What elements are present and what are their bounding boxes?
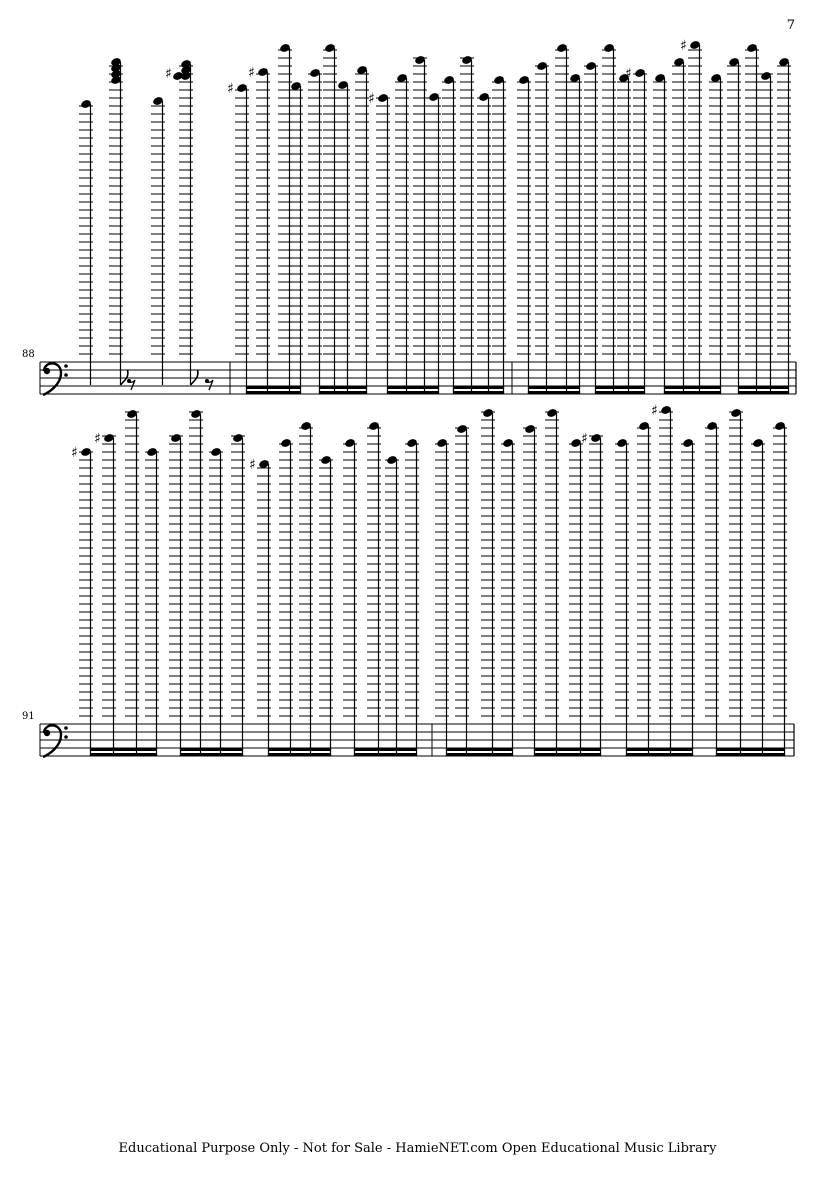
beam: [446, 753, 513, 756]
system-1-measure-number: 88: [22, 349, 35, 360]
note: [343, 438, 357, 756]
beam: [387, 391, 439, 394]
bass-clef-dot: [64, 726, 68, 730]
note: [189, 409, 203, 756]
note: [289, 81, 303, 394]
note: [535, 61, 549, 394]
note: [455, 424, 469, 756]
note: [615, 438, 629, 756]
note: [308, 68, 322, 394]
note: [249, 457, 271, 756]
system-2-measure-number: 91: [22, 711, 35, 722]
sixteenth-group: [705, 408, 787, 756]
beam: [664, 386, 721, 389]
beam: [180, 748, 243, 751]
beam: [319, 391, 367, 394]
note: [477, 92, 491, 394]
note: [751, 438, 765, 756]
beam: [268, 748, 331, 751]
sixteenth-group: [435, 408, 515, 756]
note: [481, 408, 495, 756]
beam: [268, 753, 331, 756]
note: [355, 65, 369, 394]
sixteenth-group: [343, 421, 419, 756]
sixteenth-group: [653, 38, 723, 394]
note: [413, 55, 427, 394]
note: [279, 438, 293, 756]
note: [299, 421, 313, 756]
note: [427, 92, 441, 394]
sixteenth-group: [368, 55, 441, 394]
beam: [738, 386, 789, 389]
beam: [90, 748, 157, 751]
note: [145, 447, 159, 756]
system-1-staff: [40, 362, 796, 394]
note: [709, 73, 723, 394]
note: [773, 421, 787, 756]
beam: [716, 748, 785, 751]
sharp-accidental: ♯: [165, 66, 172, 82]
sharp-accidental: ♯: [651, 403, 658, 419]
sharp-accidental: ♯: [94, 431, 101, 447]
bass-clef-head: [44, 730, 50, 736]
note: [729, 408, 743, 756]
note: [617, 73, 631, 394]
beam: [534, 748, 601, 751]
note: [125, 409, 139, 756]
note: [169, 433, 183, 756]
beam: [716, 753, 785, 756]
sixteenth-group: [249, 421, 333, 756]
note: [569, 438, 583, 756]
chord: [109, 57, 123, 385]
note: [94, 431, 116, 756]
sixteenth-group: [523, 408, 603, 756]
note: [227, 81, 249, 394]
beam: [446, 748, 513, 751]
sixteenth-group: [442, 55, 506, 394]
beam: [595, 391, 645, 394]
eighth-rest-icon: [127, 379, 135, 390]
beam: [90, 753, 157, 756]
sixteenth-group: [169, 409, 245, 756]
beam: [387, 386, 439, 389]
sharp-accidental: ♯: [581, 431, 588, 447]
beam: [246, 391, 301, 394]
sharp-accidental: ♯: [625, 66, 632, 82]
note: [79, 99, 93, 385]
note: [672, 57, 686, 394]
note: [501, 438, 515, 756]
sixteenth-group: [727, 43, 791, 394]
note: [745, 43, 759, 394]
note: [545, 408, 559, 756]
sixteenth-group: [308, 43, 369, 394]
beam: [319, 386, 367, 389]
note: [777, 57, 791, 394]
bass-clef-icon: [43, 725, 68, 757]
sixteenth-group: [71, 409, 159, 756]
page-number: 7: [786, 18, 795, 33]
footer-notice: Educational Purpose Only - Not for Sale - HamieNET.com Open Educational Music Library: [118, 1141, 717, 1156]
note: [385, 455, 399, 756]
beam: [664, 391, 721, 394]
sixteenth-group: [227, 43, 303, 394]
note: [555, 43, 569, 394]
sharp-accidental: ♯: [368, 91, 375, 107]
sixteenth-group: [615, 403, 695, 756]
beam: [626, 748, 693, 751]
note: [568, 73, 582, 394]
beam: [180, 753, 243, 756]
note: [151, 96, 165, 385]
note: [367, 421, 381, 756]
sharp-accidental: ♯: [71, 445, 78, 461]
beam: [528, 391, 580, 394]
bass-clef-dot: [64, 735, 68, 739]
note: [705, 421, 719, 756]
note: [209, 447, 223, 756]
sharp-accidental: ♯: [227, 81, 234, 97]
eighth-rest-icon: [205, 379, 213, 390]
sharp-accidental: ♯: [249, 457, 256, 473]
note: [492, 75, 506, 394]
chord: [165, 59, 193, 385]
note: [523, 424, 537, 756]
note: [602, 43, 616, 394]
sharp-accidental: ♯: [680, 38, 687, 54]
sixteenth-group: [584, 43, 647, 394]
note: [435, 438, 449, 756]
beam: [354, 748, 417, 751]
note: [319, 455, 333, 756]
note: [727, 57, 741, 394]
note: [637, 421, 651, 756]
bass-clef-head: [44, 368, 50, 374]
note: [653, 73, 667, 394]
beam: [453, 391, 504, 394]
note: [368, 91, 390, 394]
bass-clef-icon: [43, 363, 68, 395]
note: [517, 75, 531, 394]
note: [323, 43, 337, 394]
sixteenth-group: [517, 43, 582, 394]
note: [395, 73, 409, 394]
beam: [354, 753, 417, 756]
note: [681, 438, 695, 756]
beam: [595, 386, 645, 389]
note: [460, 55, 474, 394]
note: [651, 403, 673, 756]
beam: [534, 753, 601, 756]
note: [336, 80, 350, 394]
beam: [453, 386, 504, 389]
beam: [738, 391, 789, 394]
note: [759, 71, 773, 394]
bass-clef-dot: [64, 373, 68, 377]
beam: [626, 753, 693, 756]
sharp-accidental: ♯: [248, 65, 255, 81]
note: [405, 438, 419, 756]
note: [581, 431, 603, 756]
note: [71, 445, 93, 756]
note: [584, 61, 598, 394]
bass-clef-dot: [64, 364, 68, 368]
note: [248, 65, 270, 394]
beam: [246, 386, 301, 389]
note: [442, 75, 456, 394]
beam: [528, 386, 580, 389]
note: [231, 433, 245, 756]
